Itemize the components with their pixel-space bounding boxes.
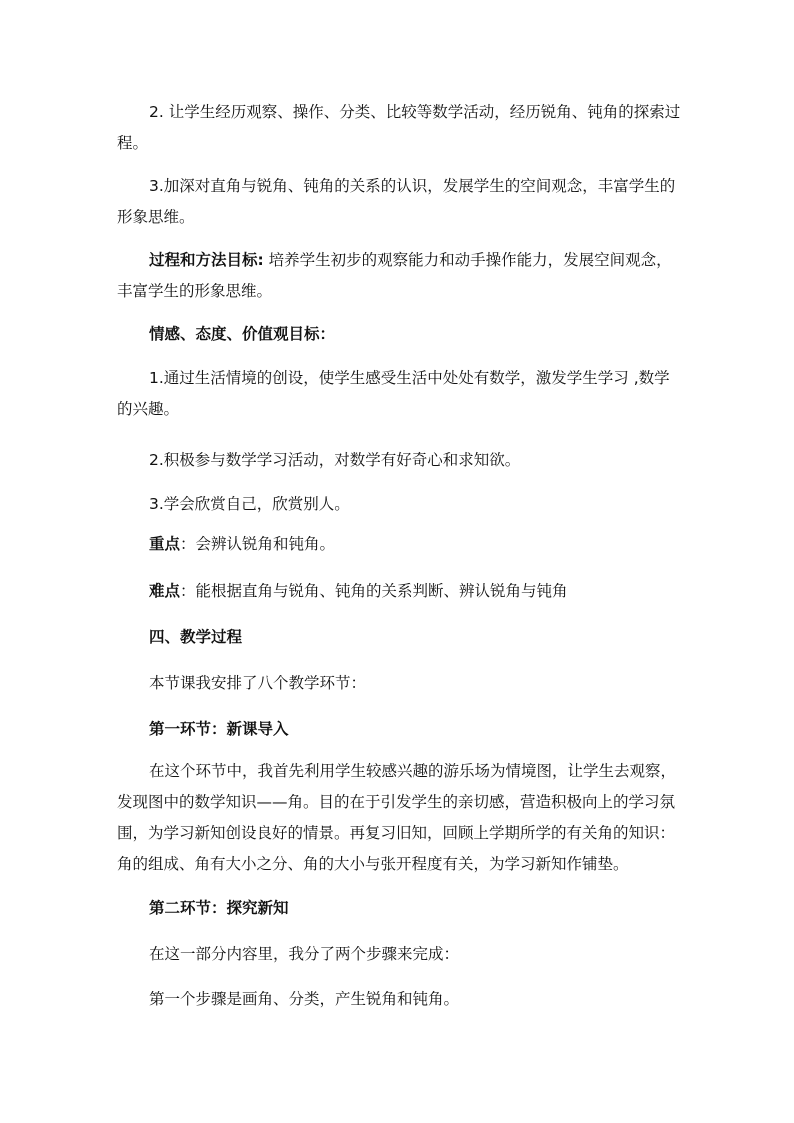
step2-intro: 在这一部分内容里，我分了两个步骤来完成： <box>149 945 460 963</box>
key-point-label: 重点 <box>149 535 181 553</box>
emotion-item-1: 1.通过生活情境的创设，使学生感受生活中处处有数学，激发学生学习 ,数学的兴趣。 <box>117 369 670 418</box>
difficulty-label: 难点 <box>149 582 181 600</box>
process-method-colon: : <box>257 251 264 269</box>
process-intro: 本节课我安排了八个教学环节： <box>149 674 367 692</box>
difficulty-text: ：能根据直角与锐角、钝角的关系判断、辨认锐角与钝角 <box>180 582 568 600</box>
emotion-item-2: 2.积极参与数学学习活动，对数学有好奇心和求知欲。 <box>149 451 521 469</box>
emotion-objective-heading: 情感、态度、价值观目标： <box>149 325 336 343</box>
objective-item-2: 2. 让学生经历观察、操作、分类、比较等数学活动，经历锐角、钝角的探索过程。 <box>117 103 681 152</box>
emotion-item-3: 3.学会欣赏自己，欣赏别人。 <box>149 495 350 513</box>
process-method-objective <box>117 245 682 307</box>
difficulty-point <box>117 576 682 607</box>
key-point-text: ：会辨认锐角和钝角。 <box>180 535 336 553</box>
step2-first-step: 第一个步骤是画角、分类，产生锐角和钝角。 <box>149 990 460 1008</box>
objective-item-3: 3.加深对直角与锐角、钝角的关系的认识，发展学生的空间观念，丰富学生的形象思维。 <box>117 177 676 226</box>
section-heading-teaching-process: 四、教学过程 <box>149 628 243 646</box>
step1-heading: 第一环节：新课导入 <box>149 720 289 738</box>
key-point <box>117 529 682 560</box>
step1-paragraph: 在这个环节中，我首先利用学生较感兴趣的游乐场为情境图，让学生去观察，发现图中的数学知识——角。目的在于引发学生的亲切感，营造积极向上的学习氛围，为学习新知创设良好的情景。再复习旧知，回顾上学期所学的有关角的知识：角的组成、角有大小之分、角的大小与张开程度有关，为学习新知作铺垫。 <box>117 762 677 873</box>
step2-heading: 第二环节：探究新知 <box>149 899 289 917</box>
process-method-label: 过程和方法目标 <box>149 251 258 269</box>
process-method-text: 培养学生初步的观察能力和动手操作能力，发展空间观念，丰富学生的形象思维。 <box>117 251 672 300</box>
